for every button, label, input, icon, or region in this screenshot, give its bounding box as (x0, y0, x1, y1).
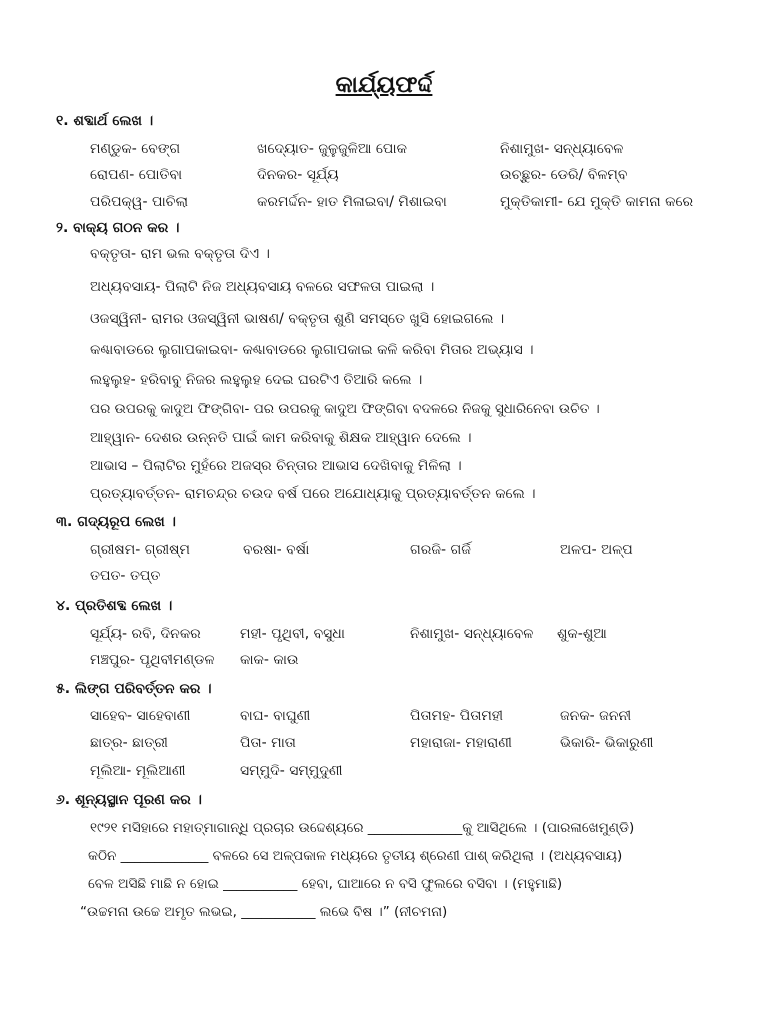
s5-item: ମୂଲିଆ- ମୂଲିଆଣୀ (90, 763, 186, 779)
s2-sentence: କଣ୍ଢାବାଡରେ ଲୁଗାପକାଇବା- କଣ୍ଢାବାଡରେ ଲୁଗାପକାଇ କଳି କରିବା ମିତାର ଅଭ୍ୟାସ । (90, 342, 534, 358)
s3-item: ଅଳପ- ଅଳ୍ପ (560, 542, 633, 558)
s5-item: ମହାରାଜା- ମହାରାଣୀ (410, 735, 512, 751)
s5-item: ଭିକାରି- ଭିକାରୁଣୀ (560, 735, 654, 751)
worksheet-title: କାର୍ଯ୍ୟଫର୍ଦ୍ଦ (335, 72, 433, 98)
s2-sentence: ପର ଉପରକୁ କାଦୁଅ ଫିଙ୍ଗିବା- ପର ଉପରକୁ କାଦୁଅ ଫିଙ୍ଗିବା ବଦଳରେ ନିଜକୁ ସୁଧାରିନେବା ଉଚିତ । (90, 401, 600, 417)
s1-item: ପରିପକ୍ୱ- ପାଚିଲା (90, 194, 189, 210)
s2-sentence: ଓଜସ୍ୱିନୀ- ରାମର ଓଜସ୍ୱିନୀ ଭାଷଣ/ ବକ୍ତୃତା ଶୁଣି ସମସ୍ତେ ଖୁସି ହୋଇଗଲେ । (90, 311, 505, 327)
s4-item: ନିଶାମୁଖ- ସନ୍ଧ୍ୟାବେଳ (410, 626, 534, 642)
s5-item: ପିତାମହ- ପିତାମହୀ (410, 708, 504, 724)
s1-item: କରମର୍ଦ୍ଦନ- ହାତ ମିଳାଇବା/ ମିଶାଇବା (257, 194, 447, 210)
s4-item: ସୂର୍ଯ୍ୟ- ରବି, ଦିନକର (90, 626, 201, 642)
s1-item: ମଣ୍ଡୁକ- ବେଙ୍ଗ (90, 141, 181, 157)
s6-fill-blank: ୧୯୨୧ ମସିହାରେ ମହାତ୍ମାଗାନ୍ଧି ପ୍ରଚାର ଉଦ୍ଦେଶ୍ୟରେ ______________କୁ ଆସିଥିଲେ । (ପାରଳାଖେମୁଣ୍ଡି) (90, 820, 635, 836)
s1-item: ଉଚ୍ଛୁର- ଡେରି/ ବିଳମ୍ବ (500, 167, 628, 183)
s1-item: ଦିନକର- ସୂର୍ଯ୍ୟ (257, 167, 339, 183)
s5-item: ବାଘ- ବାଘୁଣୀ (240, 708, 311, 724)
s2-sentence: ଅଧ୍ୟବସାୟ- ପିଲାଟି ନିଜ ଅଧ୍ୟବସାୟ ବଳରେ ସଫଳତା ପାଇଲା । (90, 279, 435, 295)
s3-item: ଗରଜି- ଗର୍ଜି (410, 542, 471, 558)
s4-item: ମଞ୍ଚପୁର- ପୃଥିବୀମଣ୍ଡଳ (90, 652, 215, 668)
s5-item: ପିତା- ମାତା (240, 735, 296, 751)
section-4-heading: ୪. ପ୍ରତିଶବ୍ଦ ଲେଖ । (56, 598, 173, 614)
worksheet-title-wrap (0, 72, 768, 98)
s1-item: ନିଶାମୁଖ- ସନ୍ଧ୍ୟାବେଳ (500, 141, 624, 157)
s2-sentence: ପ୍ରତ୍ୟାବର୍ତ୍ତନ- ରାମଚନ୍ଦ୍ର ଚଉଦ ବର୍ଷ ପରେ ଅଯୋଧ୍ୟାକୁ ପ୍ରତ୍ୟାବର୍ତ୍ତନ କଲେ । (90, 486, 536, 502)
s4-item: ଶୁକ-ଶୁଆ (557, 626, 607, 642)
s5-item: ସମ୍ମୁଦି- ସମ୍ମୁଦୁଣୀ (240, 763, 343, 779)
s2-sentence: ଲହୁଲୁହ- ହରିବାବୁ ନିଜର ଲହୁଲୁହ ଦେଇ ଘରଟିଏ ତିଆରି କଲେ । (90, 372, 423, 388)
s2-sentence: ଆଭାସ – ପିଲାଟିର ମୁହଁରେ ଅଜସ୍ର ଚିନ୍ତାର ଆଭାସ ଦେଖିବାକୁ ମିଳିଲା । (90, 458, 462, 474)
s6-fill-blank: କଠିନ _____________ ବଳରେ ସେ ଅଳ୍ପକାଳ ମଧ୍ୟରେ ତୃତୀୟ ଶ୍ରେଣୀ ପାଶ୍ କରିଥିଲା । (ଅଧ୍ୟବସାୟ) (88, 848, 623, 864)
section-1-heading: ୧. ଶବ୍ଦାର୍ଥ ଲେଖ । (56, 113, 154, 129)
section-6-heading: ୬. ଶୂନ୍ୟସ୍ଥାନ ପୂରଣ କର । (56, 792, 202, 808)
s1-item: ରୋପଣ- ପୋତିବା (90, 167, 183, 183)
s1-item: ଖଦ୍ୟୋତ- ଜୁଳୁଜୁଳିଆ ପୋକ (257, 141, 407, 157)
s3-item: ବରଷା- ବର୍ଷା (243, 542, 310, 558)
s6-fill-blank: “ଉଚ୍ଚମନା ଉଚ୍ଚେ ଅମୃତ ଲଭଇ, ___________ ଲଭେ ବିଷ ।” (ନୀଚମନା) (80, 904, 448, 920)
s5-item: ସାହେବ- ସାହେବାଣୀ (90, 708, 191, 724)
s5-item: ଛାତ୍ର- ଛାତ୍ରୀ (90, 735, 168, 751)
s2-sentence: ବକ୍ତୃତା- ରାମ ଭଲ ବକ୍ତୃତା ଦିଏ । (90, 246, 270, 262)
s1-item: ମୁକ୍ତିକାମୀ- ଯେ ମୁକ୍ତି କାମନା କରେ (500, 194, 694, 210)
section-2-heading: ୨. ବାକ୍ୟ ଗଠନ କର । (56, 220, 180, 236)
s6-fill-blank: ବେଳ ଅସିଛି ମାଛି ନ ହୋଇ ___________ ହେବା, ଘାଆରେ ନ ବସି ଫୁଲରେ ବସିବା । (ମହୁମାଛି) (88, 876, 563, 892)
s3-item: ତପତ- ତପ୍ତ (90, 568, 161, 584)
section-3-heading: ୩. ଗଦ୍ୟରୂପ ଲେଖ । (56, 514, 176, 530)
s4-item: ମହୀ- ପୃଥିବୀ, ବସୁଧା (240, 626, 345, 642)
s3-item: ଗ୍ରୀଷମ- ଗ୍ରୀଷ୍ମ (90, 542, 190, 558)
s5-item: ଜନକ- ଜନନୀ (560, 708, 632, 724)
s4-item: କାକ- କାଉ (240, 652, 299, 668)
section-5-heading: ୫. ଲିଙ୍ଗ ପରିବର୍ତ୍ତନ କର । (56, 681, 212, 697)
s2-sentence: ଆହ୍ୱାନ- ଦେଶର ଉନ୍ନତି ପାଇଁ କାମ କରିବାକୁ ଶିକ୍ଷକ ଆହ୍ୱାନ ଦେଲେ । (90, 430, 472, 446)
